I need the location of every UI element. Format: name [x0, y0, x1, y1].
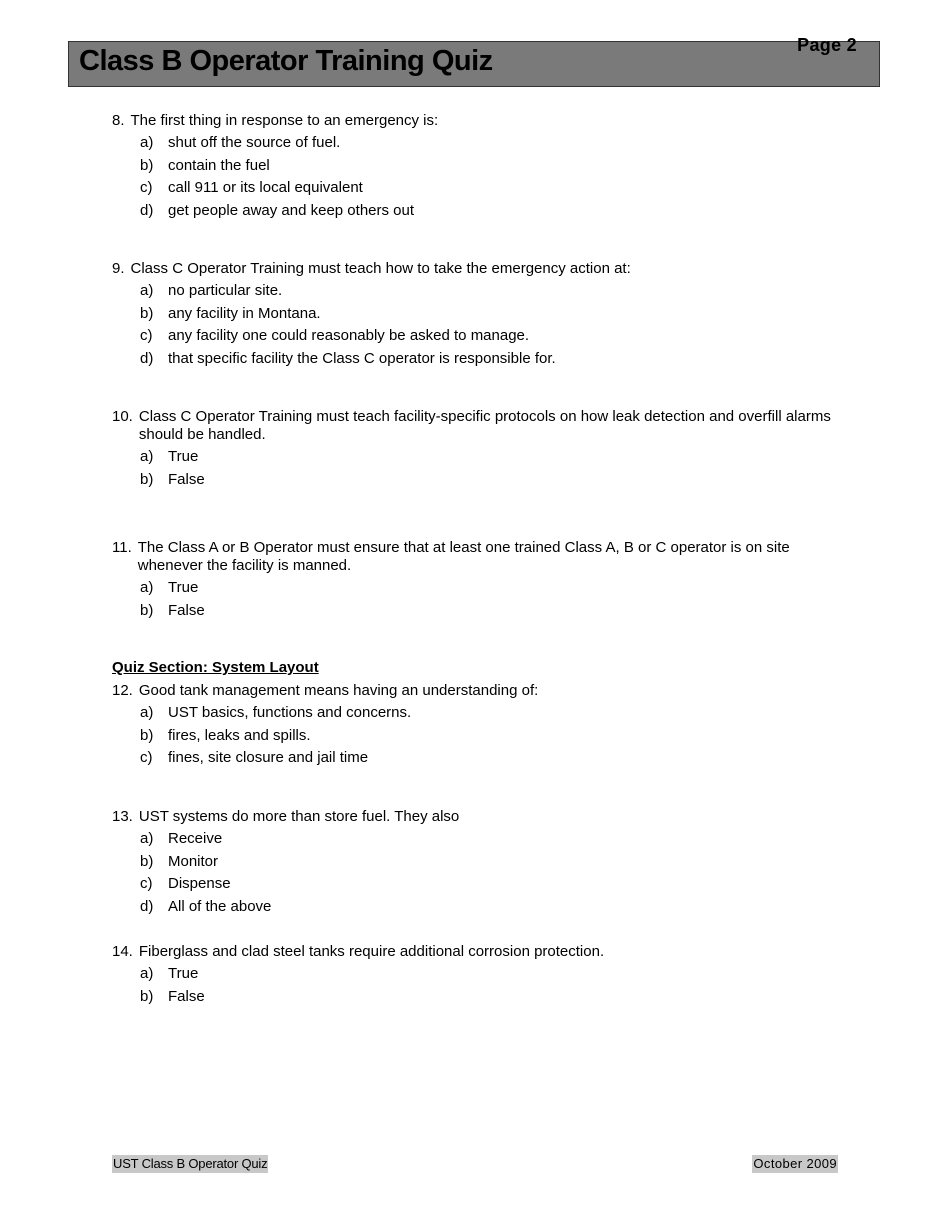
question-number: 9. — [112, 260, 125, 277]
option-text: any facility in Montana. — [168, 304, 321, 322]
option-item[interactable] — [140, 704, 832, 727]
page-title: Class B Operator Training Quiz — [79, 45, 493, 77]
option-item[interactable] — [140, 350, 832, 373]
option-item[interactable] — [140, 448, 832, 471]
option-text: All of the above — [168, 897, 272, 915]
option-list — [140, 282, 832, 372]
option-list — [140, 448, 832, 493]
option-letter: c) — [140, 749, 153, 766]
option-letter: d) — [140, 897, 154, 915]
question-text: Class C Operator Training must teach how to take the emergency action at: — [130, 260, 631, 277]
option-text: shut off the source of fuel. — [168, 134, 341, 151]
option-item[interactable] — [140, 875, 832, 898]
option-letter: b) — [140, 304, 154, 322]
option-letter: c) — [140, 875, 153, 892]
question-8 — [112, 112, 832, 224]
option-item[interactable] — [140, 471, 832, 494]
question-10 — [112, 408, 832, 493]
option-item[interactable] — [140, 202, 832, 225]
question-13 — [112, 808, 832, 920]
option-text: that specific facility the Class C operator is responsible for. — [168, 349, 556, 367]
question-text: The first thing in response to an emergency is: — [130, 112, 439, 129]
question-number: 14. — [112, 943, 133, 960]
option-text: fires, leaks and spills. — [168, 726, 311, 744]
option-item[interactable] — [140, 157, 832, 180]
option-item[interactable] — [140, 602, 832, 625]
option-text: no particular site. — [168, 282, 283, 299]
question-11 — [112, 539, 832, 624]
option-letter: b) — [140, 852, 154, 870]
option-item[interactable] — [140, 898, 832, 921]
footer-document-title: UST Class B Operator Quiz — [113, 1156, 268, 1171]
option-item[interactable] — [140, 965, 832, 988]
question-text: Fiberglass and clad steel tanks require additional corrosion protection. — [138, 943, 605, 960]
option-letter: d) — [140, 201, 154, 219]
option-text: fines, site closure and jail time — [168, 749, 369, 766]
option-letter: b) — [140, 156, 154, 174]
question-number: 10. — [112, 408, 133, 425]
header-bar — [68, 41, 880, 87]
option-item[interactable] — [140, 853, 832, 876]
option-letter: a) — [140, 965, 154, 982]
option-item[interactable] — [140, 179, 832, 202]
option-item[interactable] — [140, 830, 832, 853]
option-item[interactable] — [140, 579, 832, 602]
option-item[interactable] — [140, 327, 832, 350]
option-letter: a) — [140, 830, 154, 847]
option-letter: b) — [140, 726, 154, 744]
option-text: contain the fuel — [168, 156, 270, 174]
option-list — [140, 965, 832, 1010]
option-letter: b) — [140, 470, 154, 488]
question-number: 8. — [112, 112, 125, 129]
section-heading: Quiz Section: System Layout — [112, 659, 319, 676]
question-12 — [112, 682, 832, 772]
option-letter: a) — [140, 448, 154, 465]
option-text: UST basics, functions and concerns. — [168, 704, 412, 721]
option-text: any facility one could reasonably be asked to manage. — [168, 327, 530, 344]
option-text: False — [168, 601, 205, 619]
option-text: Receive — [168, 830, 223, 847]
option-text: True — [168, 579, 199, 596]
option-text: Monitor — [168, 852, 219, 870]
option-item[interactable] — [140, 282, 832, 305]
option-letter: b) — [140, 601, 154, 619]
option-letter: a) — [140, 579, 154, 596]
option-text: True — [168, 448, 199, 465]
option-item[interactable] — [140, 727, 832, 750]
option-letter: c) — [140, 327, 153, 344]
question-text: Class C Operator Training must teach facility-specific protocols on how leak detection and overfill alarms should be handled. — [138, 408, 831, 443]
option-text: Dispense — [168, 875, 231, 892]
question-text: Good tank management means having an understanding of: — [138, 682, 539, 699]
option-list — [140, 830, 832, 920]
page-number: Page 2 — [797, 35, 857, 55]
option-list — [140, 134, 832, 224]
option-list — [140, 704, 832, 772]
question-text: The Class A or B Operator must ensure that at least one trained Class A, B or C operator is on site whenever the facility is manned. — [137, 539, 790, 574]
question-number: 11. — [112, 539, 132, 556]
option-letter: c) — [140, 179, 153, 196]
question-number: 12. — [112, 682, 133, 699]
question-9 — [112, 260, 832, 372]
option-item[interactable] — [140, 988, 832, 1011]
option-text: True — [168, 965, 199, 982]
question-number: 13. — [112, 808, 133, 825]
option-text: False — [168, 470, 205, 488]
option-letter: b) — [140, 987, 154, 1005]
option-letter: d) — [140, 349, 154, 367]
option-letter: a) — [140, 282, 154, 299]
option-text: call 911 or its local equivalent — [168, 179, 363, 196]
footer-date: October 2009 — [753, 1156, 837, 1171]
option-letter: a) — [140, 704, 154, 721]
option-item[interactable] — [140, 305, 832, 328]
option-item[interactable] — [140, 134, 832, 157]
option-text: False — [168, 987, 205, 1005]
option-list — [140, 579, 832, 624]
question-text: UST systems do more than store fuel. They also — [138, 808, 460, 825]
option-letter: a) — [140, 134, 154, 151]
question-14 — [112, 943, 832, 1010]
option-text: get people away and keep others out — [168, 201, 415, 219]
option-item[interactable] — [140, 749, 832, 772]
